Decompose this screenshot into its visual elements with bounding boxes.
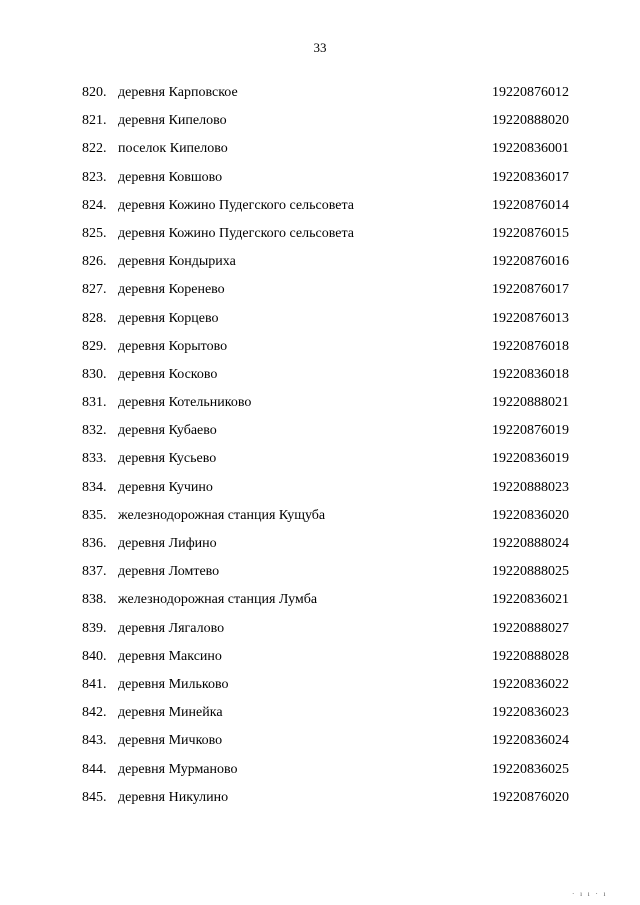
item-number: 837. — [82, 564, 107, 580]
list-item — [0, 169, 640, 197]
item-number: 828. — [82, 310, 107, 326]
oktmo-code: 19220836020 — [492, 507, 569, 523]
item-number: 823. — [82, 169, 107, 185]
item-number: 841. — [82, 676, 107, 692]
oktmo-code: 19220836001 — [492, 141, 569, 157]
settlement-name: деревня Минейка — [118, 705, 223, 721]
list-item — [0, 732, 640, 760]
oktmo-code: 19220876013 — [492, 310, 569, 326]
oktmo-code: 19220888027 — [492, 620, 569, 636]
item-number: 826. — [82, 254, 107, 270]
list-item — [0, 366, 640, 394]
item-number: 836. — [82, 536, 107, 551]
list-item — [0, 84, 640, 112]
settlement-name: поселок Кипелово — [118, 141, 228, 157]
list-item — [0, 310, 640, 338]
settlement-name: деревня Мурманово — [118, 761, 238, 777]
settlement-name: деревня Кожино Пудегского сельсовета — [118, 197, 354, 213]
settlement-name: деревня Ломтево — [118, 564, 220, 580]
oktmo-code: 19220876016 — [492, 254, 569, 270]
item-number: 824. — [82, 197, 107, 213]
list-item — [0, 761, 640, 789]
list-item — [0, 535, 640, 563]
settlement-name: деревня Корытово — [118, 338, 228, 354]
item-number: 835. — [82, 507, 107, 523]
footer-mark: · ı ı · ı — [572, 890, 608, 898]
settlement-name: деревня Кондыриха — [118, 254, 236, 270]
settlement-name: деревня Кубаево — [118, 423, 217, 439]
settlement-name: деревня Корцево — [118, 310, 219, 326]
settlement-name: деревня Кучино — [118, 479, 213, 495]
oktmo-code: 19220888025 — [492, 564, 569, 580]
oktmo-code: 19220836025 — [492, 761, 569, 777]
oktmo-code: 19220876017 — [492, 282, 569, 298]
item-number: 838. — [82, 592, 107, 608]
list-item — [0, 789, 640, 817]
list-item — [0, 394, 640, 422]
item-number: 840. — [82, 648, 107, 664]
item-number: 843. — [82, 733, 107, 749]
list-item — [0, 112, 640, 140]
oktmo-code: 19220836019 — [492, 451, 569, 467]
item-number: 844. — [82, 761, 107, 777]
list-item — [0, 450, 640, 478]
item-number: 829. — [82, 338, 107, 354]
item-number: 822. — [82, 141, 107, 157]
settlement-name: деревня Лягалово — [118, 620, 225, 636]
settlement-list — [0, 84, 640, 817]
settlement-name: деревня Кусьево — [118, 451, 217, 467]
list-item — [0, 563, 640, 591]
settlement-name: деревня Мичково — [118, 733, 223, 749]
oktmo-code: 19220836024 — [492, 733, 569, 749]
item-number: 845. — [82, 789, 107, 805]
settlement-name: деревня Лифино — [118, 536, 217, 551]
oktmo-code: 19220876012 — [492, 85, 569, 100]
settlement-name: железнодорожная станция Кущуба — [118, 507, 326, 523]
list-item — [0, 479, 640, 507]
item-number: 834. — [82, 479, 107, 495]
list-item — [0, 225, 640, 253]
list-item — [0, 591, 640, 619]
item-number: 833. — [82, 451, 107, 467]
oktmo-code: 19220836017 — [492, 169, 569, 185]
settlement-name: деревня Никулино — [118, 789, 229, 805]
oktmo-code: 19220876019 — [492, 423, 569, 439]
settlement-name: железнодорожная станция Лумба — [118, 592, 318, 608]
oktmo-code: 19220876018 — [492, 338, 569, 354]
settlement-name: деревня Ковшово — [118, 169, 223, 185]
item-number: 839. — [82, 620, 107, 636]
settlement-name: деревня Коренево — [118, 282, 225, 298]
list-item — [0, 648, 640, 676]
list-item — [0, 281, 640, 309]
item-number: 825. — [82, 225, 107, 241]
item-number: 820. — [82, 85, 107, 100]
item-number: 827. — [82, 282, 107, 298]
oktmo-code: 19220836023 — [492, 705, 569, 721]
oktmo-code: 19220876020 — [492, 789, 569, 805]
list-item — [0, 197, 640, 225]
oktmo-code: 19220888020 — [492, 113, 569, 129]
settlement-name: деревня Кожино Пудегского сельсовета — [118, 225, 354, 241]
settlement-name: деревня Карповское — [118, 85, 238, 100]
page-number: 33 — [313, 40, 327, 55]
settlement-name: деревня Максино — [118, 648, 222, 664]
list-item — [0, 422, 640, 450]
settlement-name: деревня Кипелово — [118, 113, 227, 129]
oktmo-code: 19220888021 — [492, 395, 569, 411]
settlement-name: деревня Мильково — [118, 676, 229, 692]
oktmo-code: 19220888028 — [492, 648, 569, 664]
oktmo-code: 19220876015 — [492, 225, 569, 241]
list-item — [0, 507, 640, 535]
list-item — [0, 704, 640, 732]
oktmo-code: 19220836022 — [492, 676, 569, 692]
oktmo-code: 19220888023 — [492, 479, 569, 495]
item-number: 832. — [82, 423, 107, 439]
oktmo-code: 19220836021 — [492, 592, 569, 608]
list-item — [0, 253, 640, 281]
list-item — [0, 140, 640, 168]
list-item — [0, 620, 640, 648]
item-number: 831. — [82, 395, 107, 411]
list-item — [0, 338, 640, 366]
item-number: 821. — [82, 113, 107, 129]
item-number: 842. — [82, 705, 107, 721]
oktmo-code: 19220888024 — [492, 536, 569, 551]
settlement-name: деревня Котельниково — [118, 395, 252, 411]
list-item — [0, 676, 640, 704]
oktmo-code: 19220876014 — [492, 197, 569, 213]
item-number: 830. — [82, 366, 107, 382]
settlement-name: деревня Косково — [118, 366, 218, 382]
oktmo-code: 19220836018 — [492, 366, 569, 382]
